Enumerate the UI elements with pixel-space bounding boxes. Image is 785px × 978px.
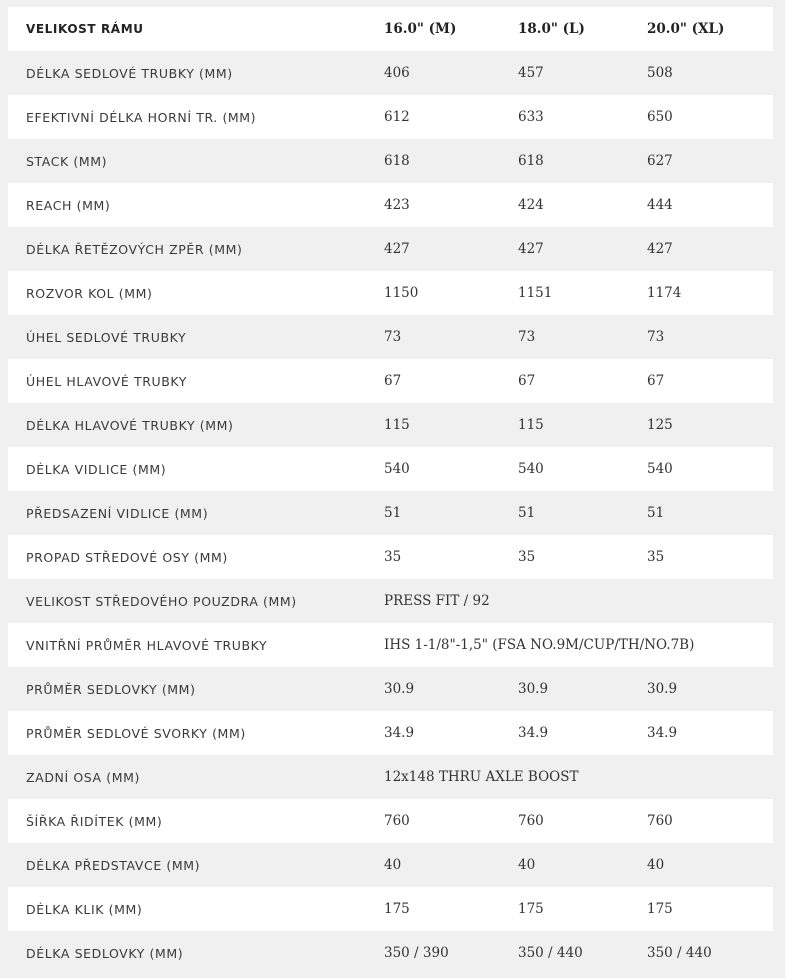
- row-label: DÉLKA ŘETĚZOVÝCH ZPĚR (MM): [26, 241, 243, 257]
- table-row: [8, 579, 773, 623]
- table-row: [8, 799, 773, 843]
- row-value: 115: [518, 417, 544, 433]
- row-value: 540: [518, 461, 544, 477]
- row-value: 423: [384, 197, 410, 213]
- table-row: [8, 271, 773, 315]
- row-label: ÚHEL HLAVOVÉ TRUBKY: [26, 373, 187, 389]
- row-value: 650: [647, 109, 673, 125]
- table-row: [8, 711, 773, 755]
- table-row: [8, 447, 773, 491]
- row-value: 40: [384, 857, 402, 873]
- row-label: ŠÍŘKA ŘIDÍTEK (MM): [26, 813, 163, 829]
- row-label: DÉLKA VIDLICE (MM): [26, 461, 167, 477]
- header-size-m: 16.0" (M): [384, 21, 457, 37]
- row-value: 30.9: [384, 681, 415, 697]
- row-value: 540: [647, 461, 673, 477]
- row-value: 760: [518, 813, 544, 829]
- row-label: ÚHEL SEDLOVÉ TRUBKY: [26, 329, 187, 345]
- row-value: 35: [384, 549, 402, 565]
- row-value: 115: [384, 417, 410, 433]
- geometry-table-body: [8, 7, 773, 975]
- row-label: PŘEDSAZENÍ VIDLICE (MM): [26, 505, 209, 521]
- header-label: VELIKOST RÁMU: [26, 22, 144, 36]
- table-row: [8, 359, 773, 403]
- table-row: [8, 51, 773, 95]
- row-value: 540: [384, 461, 410, 477]
- row-value: 175: [647, 901, 673, 917]
- row-label: DÉLKA SEDLOVÉ TRUBKY (MM): [26, 65, 233, 81]
- table-header-row: [8, 7, 773, 51]
- row-value: 444: [647, 197, 673, 213]
- table-row: [8, 183, 773, 227]
- row-value: 67: [647, 373, 665, 389]
- row-label: VELIKOST STŘEDOVÉHO POUZDRA (MM): [26, 593, 297, 609]
- row-label: STACK (MM): [26, 153, 108, 169]
- row-value: 34.9: [647, 725, 678, 741]
- row-value: 760: [384, 813, 410, 829]
- row-value: 627: [647, 153, 673, 169]
- row-value: 30.9: [518, 681, 549, 697]
- geometry-table-container: [8, 7, 773, 975]
- table-row: [8, 403, 773, 447]
- row-label: VNITŘNÍ PRŮMĚR HLAVOVÉ TRUBKY: [26, 637, 268, 653]
- row-value: 1151: [518, 285, 553, 301]
- table-row: [8, 95, 773, 139]
- row-label: PRŮMĚR SEDLOVKY (MM): [26, 681, 196, 697]
- row-value: 40: [518, 857, 536, 873]
- table-row: [8, 887, 773, 931]
- row-value: 125: [647, 417, 673, 433]
- table-row: [8, 139, 773, 183]
- row-value: 350 / 440: [647, 945, 712, 961]
- row-value: 35: [647, 549, 665, 565]
- row-value: 30.9: [647, 681, 678, 697]
- row-value: 1150: [384, 285, 419, 301]
- table-row: [8, 535, 773, 579]
- row-label: PRŮMĚR SEDLOVÉ SVORKY (MM): [26, 725, 246, 741]
- row-value: 175: [384, 901, 410, 917]
- row-value: 508: [647, 65, 673, 81]
- row-value: 427: [518, 241, 544, 257]
- row-value: 175: [518, 901, 544, 917]
- table-row: [8, 843, 773, 887]
- row-value: 67: [518, 373, 536, 389]
- row-value: 51: [518, 505, 536, 521]
- table-row: [8, 667, 773, 711]
- row-value: 612: [384, 109, 410, 125]
- row-value: 350 / 440: [518, 945, 583, 961]
- row-label: REACH (MM): [26, 197, 111, 213]
- row-label: DÉLKA PŘEDSTAVCE (MM): [26, 857, 201, 873]
- row-value: 51: [647, 505, 665, 521]
- row-label: ZADNÍ OSA (MM): [26, 769, 141, 785]
- row-label: ROZVOR KOL (MM): [26, 285, 153, 301]
- row-value: 73: [518, 329, 536, 345]
- row-value: 35: [518, 549, 536, 565]
- header-size-l: 18.0" (L): [518, 21, 585, 37]
- row-value: 633: [518, 109, 544, 125]
- row-value: 34.9: [518, 725, 549, 741]
- table-row: [8, 755, 773, 799]
- geometry-table: [8, 7, 773, 975]
- row-value-all-sizes: 12x148 THRU AXLE BOOST: [384, 769, 579, 785]
- table-row: [8, 227, 773, 271]
- table-row: [8, 623, 773, 667]
- table-row: [8, 931, 773, 975]
- row-value-all-sizes: IHS 1-1/8"-1,5" (FSA NO.9M/CUP/TH/NO.7B): [384, 637, 695, 653]
- row-label: DÉLKA SEDLOVKY (MM): [26, 945, 184, 961]
- row-label: DÉLKA KLIK (MM): [26, 901, 143, 917]
- row-value: 40: [647, 857, 665, 873]
- row-label: PROPAD STŘEDOVÉ OSY (MM): [26, 549, 228, 565]
- row-value: 618: [384, 153, 410, 169]
- row-value-all-sizes: PRESS FIT / 92: [384, 593, 490, 609]
- row-value: 73: [384, 329, 402, 345]
- row-value: 1174: [647, 285, 682, 301]
- row-value: 406: [384, 65, 410, 81]
- table-row: [8, 491, 773, 535]
- row-value: 427: [647, 241, 673, 257]
- row-value: 760: [647, 813, 673, 829]
- row-value: 67: [384, 373, 402, 389]
- row-value: 350 / 390: [384, 945, 449, 961]
- row-value: 457: [518, 65, 544, 81]
- row-value: 73: [647, 329, 665, 345]
- row-value: 424: [518, 197, 544, 213]
- row-value: 427: [384, 241, 410, 257]
- row-value: 34.9: [384, 725, 415, 741]
- row-label: EFEKTIVNÍ DÉLKA HORNÍ TR. (MM): [26, 109, 257, 125]
- row-value: 618: [518, 153, 544, 169]
- row-label: DÉLKA HLAVOVÉ TRUBKY (MM): [26, 417, 234, 433]
- table-row: [8, 315, 773, 359]
- header-size-xl: 20.0" (XL): [647, 21, 725, 37]
- row-value: 51: [384, 505, 402, 521]
